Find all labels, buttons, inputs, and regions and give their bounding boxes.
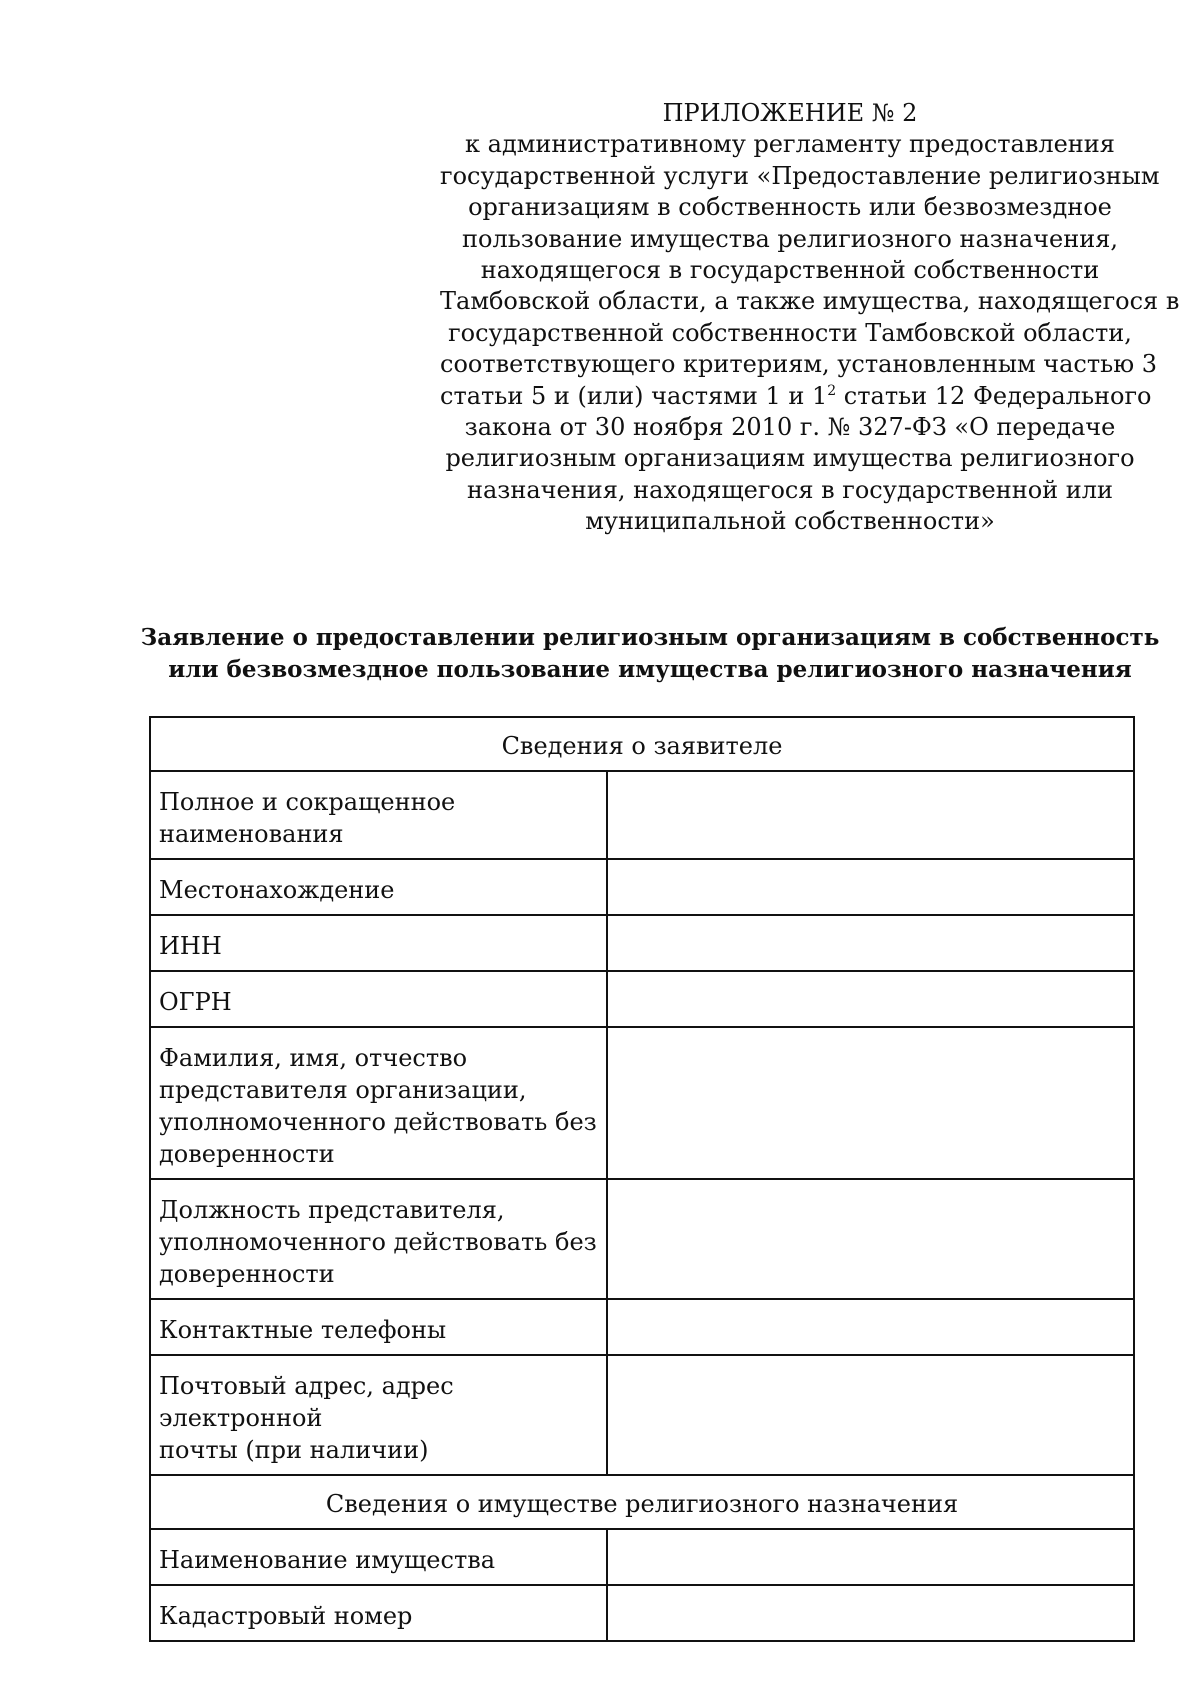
appendix-line-with-superscript (440, 381, 1152, 412)
field-value-location[interactable] (607, 859, 1134, 915)
field-label-location: Местонахождение (150, 859, 607, 915)
table-row (150, 1529, 1134, 1585)
appendix-line: соответствующего критериям, установленным частью 3 (440, 350, 1157, 379)
appendix-line: находящегося в государственной собственности (480, 256, 1100, 285)
table-row (150, 1179, 1134, 1299)
form-title-line: или безвозмездное пользование имущества религиозного назначения (168, 656, 1132, 683)
field-label-full-name: Полное и сокращенное наименования (150, 771, 607, 859)
appendix-header (440, 98, 1180, 538)
field-label-phones: Контактные телефоны (150, 1299, 607, 1355)
superscript: 2 (827, 382, 837, 399)
appendix-line: пользование имущества религиозного назначения, (462, 224, 1118, 253)
appendix-line: к административному регламенту предоставления (465, 130, 1115, 159)
appendix-line: закона от 30 ноября 2010 г. № 327-ФЗ «О передаче (464, 413, 1116, 442)
appendix-line: муниципальной собственности» (585, 507, 995, 536)
appendix-title: ПРИЛОЖЕНИЕ № 2 (662, 99, 918, 127)
appendix-line: религиозным организациям имущества религиозного (445, 444, 1135, 473)
field-value-phones[interactable] (607, 1299, 1134, 1355)
field-value-cadastral-number[interactable] (607, 1585, 1134, 1641)
field-label-ogrn: ОГРН (150, 971, 607, 1027)
field-label-address-email: Почтовый адрес, адрес электронной почты (при наличии) (150, 1355, 607, 1475)
section-header-property: Сведения о имуществе религиозного назначения (150, 1475, 1134, 1529)
table-row (150, 1299, 1134, 1355)
section-header-applicant: Сведения о заявителе (150, 717, 1134, 771)
appendix-line-part: статьи 12 Федерального (836, 381, 1152, 410)
field-label-representative-name: Фамилия, имя, отчество представителя организации, уполномоченного действовать без доверенности (150, 1027, 607, 1179)
field-value-representative-position[interactable] (607, 1179, 1134, 1299)
appendix-line: назначения, находящегося в государственной или (466, 475, 1114, 504)
table-row (150, 971, 1134, 1027)
section-row (150, 1475, 1134, 1529)
table-row (150, 1355, 1134, 1475)
field-label-inn: ИНН (150, 915, 607, 971)
application-form-table (149, 716, 1135, 1642)
table-row (150, 915, 1134, 971)
form-title-line: Заявление о предоставлении религиозным организациям в собственность (140, 624, 1160, 651)
field-value-property-name[interactable] (607, 1529, 1134, 1585)
table-row (150, 859, 1134, 915)
section-row (150, 717, 1134, 771)
field-value-ogrn[interactable] (607, 971, 1134, 1027)
field-value-inn[interactable] (607, 915, 1134, 971)
field-value-address-email[interactable] (607, 1355, 1134, 1475)
table-row (150, 1027, 1134, 1179)
form-title (140, 622, 1160, 686)
field-label-cadastral-number: Кадастровый номер (150, 1585, 607, 1641)
field-value-representative-name[interactable] (607, 1027, 1134, 1179)
appendix-line: Тамбовской области, а также имущества, находящегося в (440, 287, 1180, 316)
table-row (150, 1585, 1134, 1641)
field-label-property-name: Наименование имущества (150, 1529, 607, 1585)
table-row (150, 771, 1134, 859)
appendix-line: государственной собственности Тамбовской области, (448, 318, 1132, 347)
field-label-representative-position: Должность представителя, уполномоченного действовать без доверенности (150, 1179, 607, 1299)
appendix-line: организациям в собственность или безвозмездное (468, 193, 1112, 222)
appendix-line: государственной услуги «Предоставление религиозным (440, 161, 1160, 190)
appendix-line-part: статьи 5 и (или) частями 1 и 1 (440, 381, 828, 410)
field-value-full-name[interactable] (607, 771, 1134, 859)
